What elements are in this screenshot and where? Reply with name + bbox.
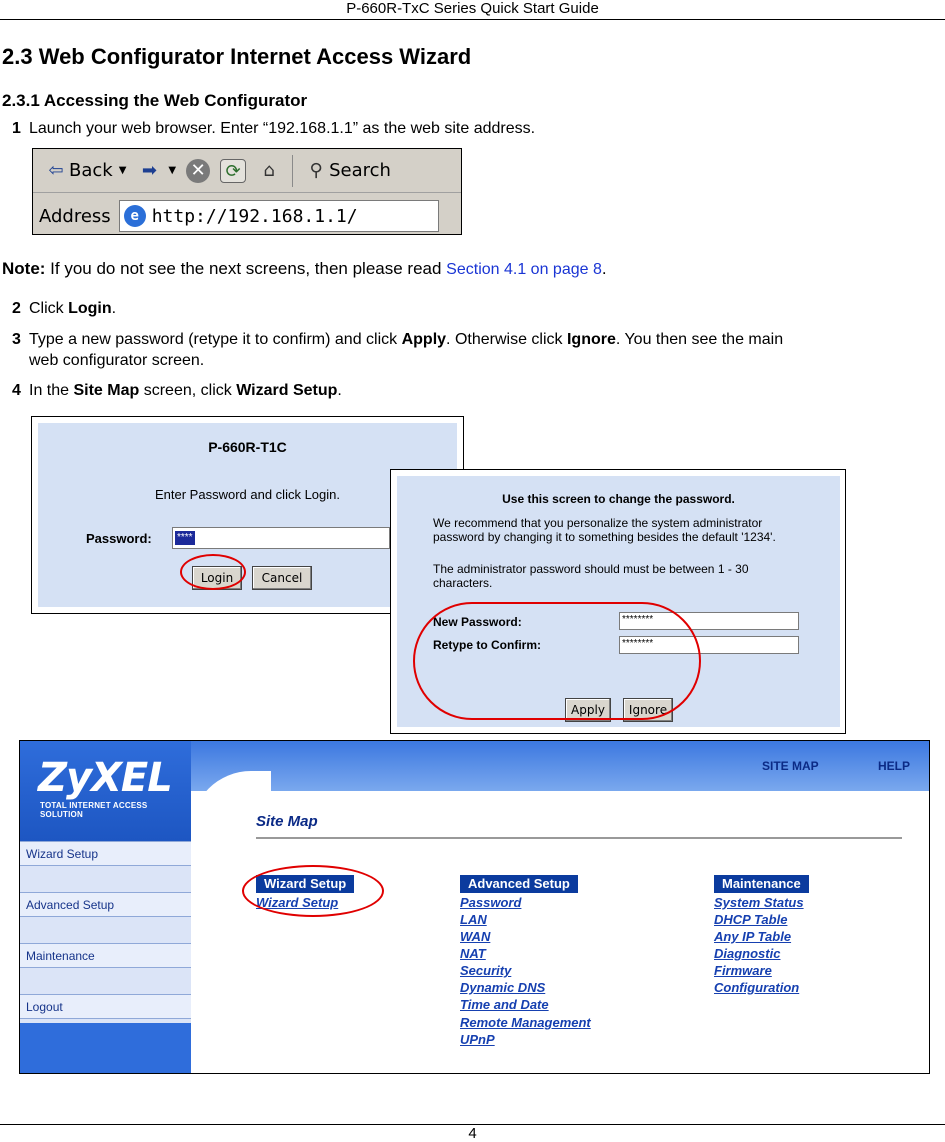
page-number: 4 bbox=[0, 1124, 945, 1142]
password-length-rule bbox=[433, 562, 823, 590]
note-text: If you do not see the next screens, then please read bbox=[45, 259, 447, 278]
step-text: screen, click bbox=[139, 382, 237, 399]
zyxel-tagline: TOTAL INTERNET ACCESS SOLUTION bbox=[40, 801, 148, 819]
back-arrow-icon: ⇦ bbox=[48, 159, 64, 181]
step-bold: Apply bbox=[401, 331, 447, 348]
step-text: Launch your web browser. Enter “192.168.1.1” as the web site address. bbox=[29, 120, 536, 137]
section-cross-reference-link[interactable]: Section 4.1 on page 8 bbox=[446, 261, 602, 278]
device-model-title: P-660R-T1C bbox=[208, 439, 287, 455]
section-title: 2.3 Web Configurator Internet Access Wizard bbox=[2, 44, 472, 69]
cancel-button[interactable]: Cancel bbox=[252, 566, 312, 590]
browser-address-row bbox=[33, 194, 461, 238]
step-text: . You then see the main bbox=[615, 331, 784, 348]
upnp-link[interactable]: UPnP bbox=[460, 1032, 495, 1047]
sidebar-spacer bbox=[20, 917, 191, 943]
step-text: . Otherwise click bbox=[446, 331, 567, 348]
password-link[interactable]: Password bbox=[460, 895, 522, 910]
any-ip-table-link[interactable]: Any IP Table bbox=[714, 929, 792, 944]
change-password-screenshot bbox=[390, 469, 846, 734]
note-end: . bbox=[601, 259, 607, 278]
step-text: Click bbox=[29, 300, 69, 317]
zyxel-logo: ZyXEL bbox=[38, 755, 172, 801]
sidebar-item-advanced-setup[interactable]: Advanced Setup bbox=[20, 892, 191, 917]
title-divider bbox=[256, 837, 902, 839]
login-button[interactable]: Login bbox=[192, 566, 242, 590]
wan-link[interactable]: WAN bbox=[460, 929, 491, 944]
login-instruction: Enter Password and click Login. bbox=[155, 487, 340, 502]
password-label: Password: bbox=[86, 531, 152, 546]
back-button[interactable] bbox=[43, 159, 126, 183]
step-bold: Site Map bbox=[73, 382, 140, 399]
step-text: web configurator screen. bbox=[29, 352, 205, 369]
subsection-title: 2.3.1 Accessing the Web Configurator bbox=[2, 91, 308, 110]
wizard-setup-heading: Wizard Setup bbox=[256, 875, 354, 893]
change-password-title: Use this screen to change the password. bbox=[502, 492, 735, 506]
step-bold: Ignore bbox=[566, 331, 616, 348]
step-text: In the bbox=[29, 382, 74, 399]
password-value: **** bbox=[177, 532, 193, 543]
home-icon: ⌂ bbox=[263, 159, 275, 181]
sidebar-footer bbox=[20, 1023, 191, 1074]
step-2 bbox=[12, 298, 116, 319]
chevron-down-icon: ▼ bbox=[118, 165, 127, 176]
nat-link[interactable]: NAT bbox=[460, 946, 486, 961]
wizard-setup-link[interactable]: Wizard Setup bbox=[256, 895, 339, 910]
configuration-link[interactable]: Configuration bbox=[714, 980, 800, 995]
highlight-circle bbox=[180, 554, 246, 590]
step-number: 1 bbox=[12, 120, 21, 137]
advanced-setup-heading: Advanced Setup bbox=[460, 875, 578, 893]
chevron-down-icon: ▼ bbox=[168, 165, 177, 176]
search-label: Search bbox=[329, 160, 391, 181]
forward-arrow-icon: ➡ bbox=[141, 159, 157, 181]
dhcp-table-link[interactable]: DHCP Table bbox=[714, 912, 788, 927]
search-icon: ⚲ bbox=[309, 159, 323, 181]
new-password-label: New Password: bbox=[433, 615, 522, 629]
confirm-password-input[interactable]: ******** bbox=[619, 636, 799, 654]
refresh-icon: ⟳ bbox=[220, 159, 246, 183]
address-label: Address bbox=[39, 205, 111, 227]
sidebar-item-wizard-setup[interactable]: Wizard Setup bbox=[20, 841, 191, 866]
time-and-date-link[interactable]: Time and Date bbox=[460, 997, 549, 1012]
top-banner bbox=[191, 741, 930, 791]
step-text: . bbox=[111, 300, 117, 317]
lan-link[interactable]: LAN bbox=[460, 912, 487, 927]
apply-button[interactable]: Apply bbox=[565, 698, 611, 722]
advice-line: password by changing it to something besides the default '1234'. bbox=[433, 530, 776, 544]
help-top-link[interactable]: HELP bbox=[878, 759, 911, 773]
step-bold: Login bbox=[68, 300, 112, 317]
advice-line: We recommend that you personalize the system administrator bbox=[433, 516, 763, 530]
stop-icon: ✕ bbox=[186, 159, 210, 183]
address-url: http://192.168.1.1/ bbox=[151, 205, 358, 227]
step-number: 4 bbox=[12, 382, 21, 399]
ignore-button[interactable]: Ignore bbox=[623, 698, 673, 722]
security-link[interactable]: Security bbox=[460, 963, 512, 978]
step-text: Type a new password (retype it to confirm) and click bbox=[29, 331, 402, 348]
password-input[interactable] bbox=[172, 527, 390, 549]
ie-page-icon: e bbox=[124, 205, 146, 227]
firmware-link[interactable]: Firmware bbox=[714, 963, 772, 978]
step-4 bbox=[12, 380, 342, 401]
site-map-top-link[interactable]: SITE MAP bbox=[762, 759, 819, 773]
site-map-title: Site Map bbox=[256, 813, 318, 830]
sidebar-spacer bbox=[20, 866, 191, 892]
browser-toolbar-screenshot bbox=[32, 148, 462, 235]
highlight-circle bbox=[413, 602, 701, 720]
refresh-button[interactable] bbox=[220, 159, 246, 183]
step-number: 2 bbox=[12, 300, 21, 317]
forward-button[interactable] bbox=[136, 159, 176, 183]
step-text: . bbox=[337, 382, 342, 399]
back-label: Back bbox=[69, 160, 113, 181]
note bbox=[2, 259, 607, 279]
confirm-password-label: Retype to Confirm: bbox=[433, 638, 541, 652]
dynamic-dns-link[interactable]: Dynamic DNS bbox=[460, 980, 546, 995]
system-status-link[interactable]: System Status bbox=[714, 895, 804, 910]
step-1 bbox=[12, 118, 535, 139]
remote-management-link[interactable]: Remote Management bbox=[460, 1015, 591, 1030]
rule-line: The administrator password should must be between 1 - 30 bbox=[433, 562, 749, 576]
running-header: P-660R-TxC Series Quick Start Guide bbox=[0, 0, 945, 20]
step-number: 3 bbox=[12, 331, 21, 348]
sidebar-spacer bbox=[20, 968, 191, 994]
address-input[interactable] bbox=[119, 200, 439, 232]
stop-button[interactable] bbox=[186, 159, 210, 183]
home-button[interactable] bbox=[256, 159, 282, 183]
sidebar-item-logout[interactable]: Logout bbox=[20, 994, 191, 1019]
search-button[interactable] bbox=[303, 159, 391, 183]
step-bold: Wizard Setup bbox=[236, 382, 338, 399]
step-3 bbox=[12, 329, 783, 371]
toolbar-divider bbox=[292, 155, 293, 187]
note-label: Note: bbox=[2, 259, 46, 278]
password-advice bbox=[433, 516, 823, 544]
brand-panel bbox=[20, 741, 191, 841]
site-map-screenshot bbox=[19, 740, 930, 1074]
rule-line: characters. bbox=[433, 576, 493, 590]
highlight-circle bbox=[242, 865, 384, 917]
browser-nav-row bbox=[33, 149, 461, 193]
diagnostic-link[interactable]: Diagnostic bbox=[714, 946, 781, 961]
sidebar-item-maintenance[interactable]: Maintenance bbox=[20, 943, 191, 968]
new-password-input[interactable]: ******** bbox=[619, 612, 799, 630]
maintenance-heading: Maintenance bbox=[714, 875, 809, 893]
